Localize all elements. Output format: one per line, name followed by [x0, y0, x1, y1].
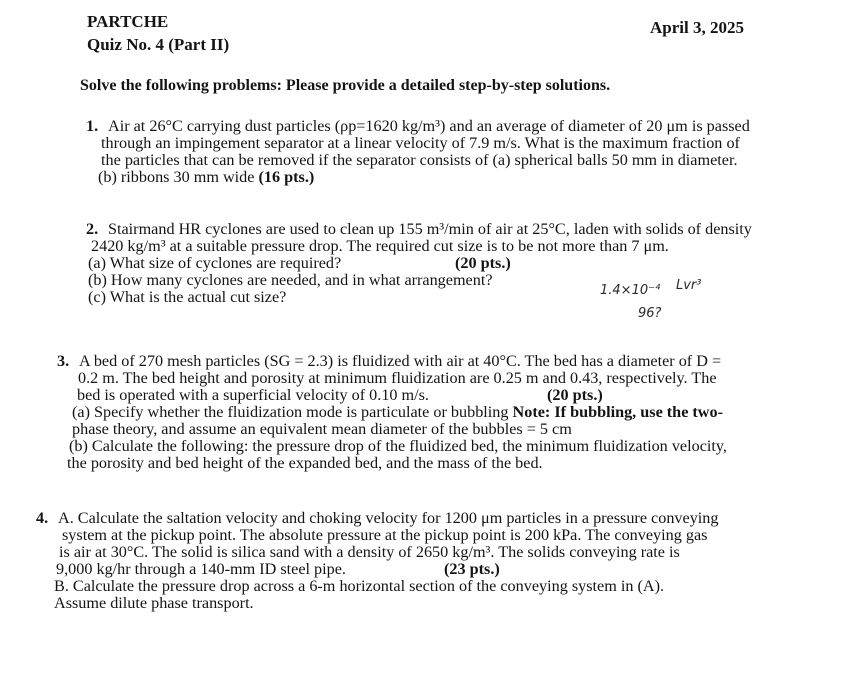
question-4-points: (23 pts.): [444, 560, 500, 578]
question-1-line-2: through an impingement separator at a linear velocity of 7.9 m/s. What is the maximum fraction of: [101, 134, 740, 152]
handwritten-note-1: 1.4×10⁻⁴: [600, 283, 661, 298]
question-3-points: (20 pts.): [547, 386, 603, 404]
question-3-part-a: (a) Specify whether the fluidization mode is particulate or bubbling: [72, 403, 509, 421]
question-2-points: (20 pts.): [455, 254, 511, 272]
question-4-line-6: Assume dilute phase transport.: [54, 594, 254, 612]
question-1-line-3: the particles that can be removed if the separator consists of (a) spherical balls 50 mm in diameter.: [101, 151, 738, 169]
question-3-number: 3.: [57, 352, 70, 370]
question-1-line-4: (b) ribbons 30 mm wide: [98, 168, 255, 186]
question-2-part-b: (b) How many cyclones are needed, and in what arrangement?: [88, 271, 493, 289]
header-left: [87, 10, 229, 56]
question-4-line-5: B. Calculate the pressure drop across a 6-m horizontal section of the conveying system in (A).: [54, 577, 665, 595]
question-3-line-1: A bed of 270 mesh particles (SG = 2.3) is fluidized with air at 40°C. The bed has a diameter of D =: [79, 352, 722, 370]
question-4-line-1: A. Calculate the saltation velocity and choking velocity for 1200 μm particles in a pressure conveying: [58, 509, 719, 527]
question-3-line-2: 0.2 m. The bed height and porosity at minimum fluidization are 0.25 m and 0.43, respectively. The: [78, 369, 717, 387]
question-4: [34, 510, 719, 612]
question-3-part-b: (b) Calculate the following: the pressure drop of the fluidized bed, the minimum fluidization velocity,: [69, 437, 727, 455]
handwritten-note-3: 96?: [638, 306, 662, 321]
quiz-date: April 3, 2025: [650, 18, 744, 37]
question-1: [78, 118, 750, 186]
question-4-number: 4.: [36, 509, 49, 527]
question-2-line-2: 2420 kg/m³ at a suitable pressure drop. The required cut size is to be not more than 7 μm.: [91, 237, 669, 255]
instructions: Solve the following problems: Please provide a detailed step-by-step solutions.: [80, 77, 611, 94]
question-4-line-4: 9,000 kg/hr through a 140-mm ID steel pipe.: [56, 560, 346, 578]
handwritten-note-2: Lvr³: [676, 278, 702, 293]
question-1-line-1: Air at 26°C carrying dust particles (ρp=1620 kg/m³) and an average of diameter of 20 μm is passed: [108, 117, 750, 135]
question-2-part-a: (a) What size of cyclones are required?: [88, 254, 342, 272]
question-2-part-c: (c) What is the actual cut size?: [88, 288, 287, 306]
question-2-number: 2.: [86, 220, 99, 238]
question-3: [55, 353, 727, 472]
question-1-number: 1.: [86, 117, 99, 135]
question-4-line-2: system at the pickup point. The absolute pressure at the pickup point is 200 kPa. The conveying gas: [62, 526, 708, 544]
question-3-part-a-2: phase theory, and assume an equivalent mean diameter of the bubbles = 5 cm: [72, 420, 572, 438]
question-1-points: (16 pts.): [258, 168, 315, 186]
question-3-line-3: bed is operated with a superficial velocity of 0.10 m/s.: [77, 386, 429, 404]
question-4-line-3: is air at 30°C. The solid is silica sand with a density of 2650 kg/m³. The solids conveying rate is: [59, 543, 680, 561]
question-3-note: Note: If bubbling, use the two-: [512, 403, 723, 421]
header-name: PARTCHE: [87, 12, 169, 31]
question-3-part-b-2: the porosity and bed height of the expanded bed, and the mass of the bed.: [67, 454, 543, 472]
quiz-title: Quiz No. 4 (Part II): [87, 35, 230, 54]
question-2-line-1: Stairmand HR cyclones are used to clean up 155 m³/min of air at 25°C, laden with solids of density: [108, 220, 752, 238]
